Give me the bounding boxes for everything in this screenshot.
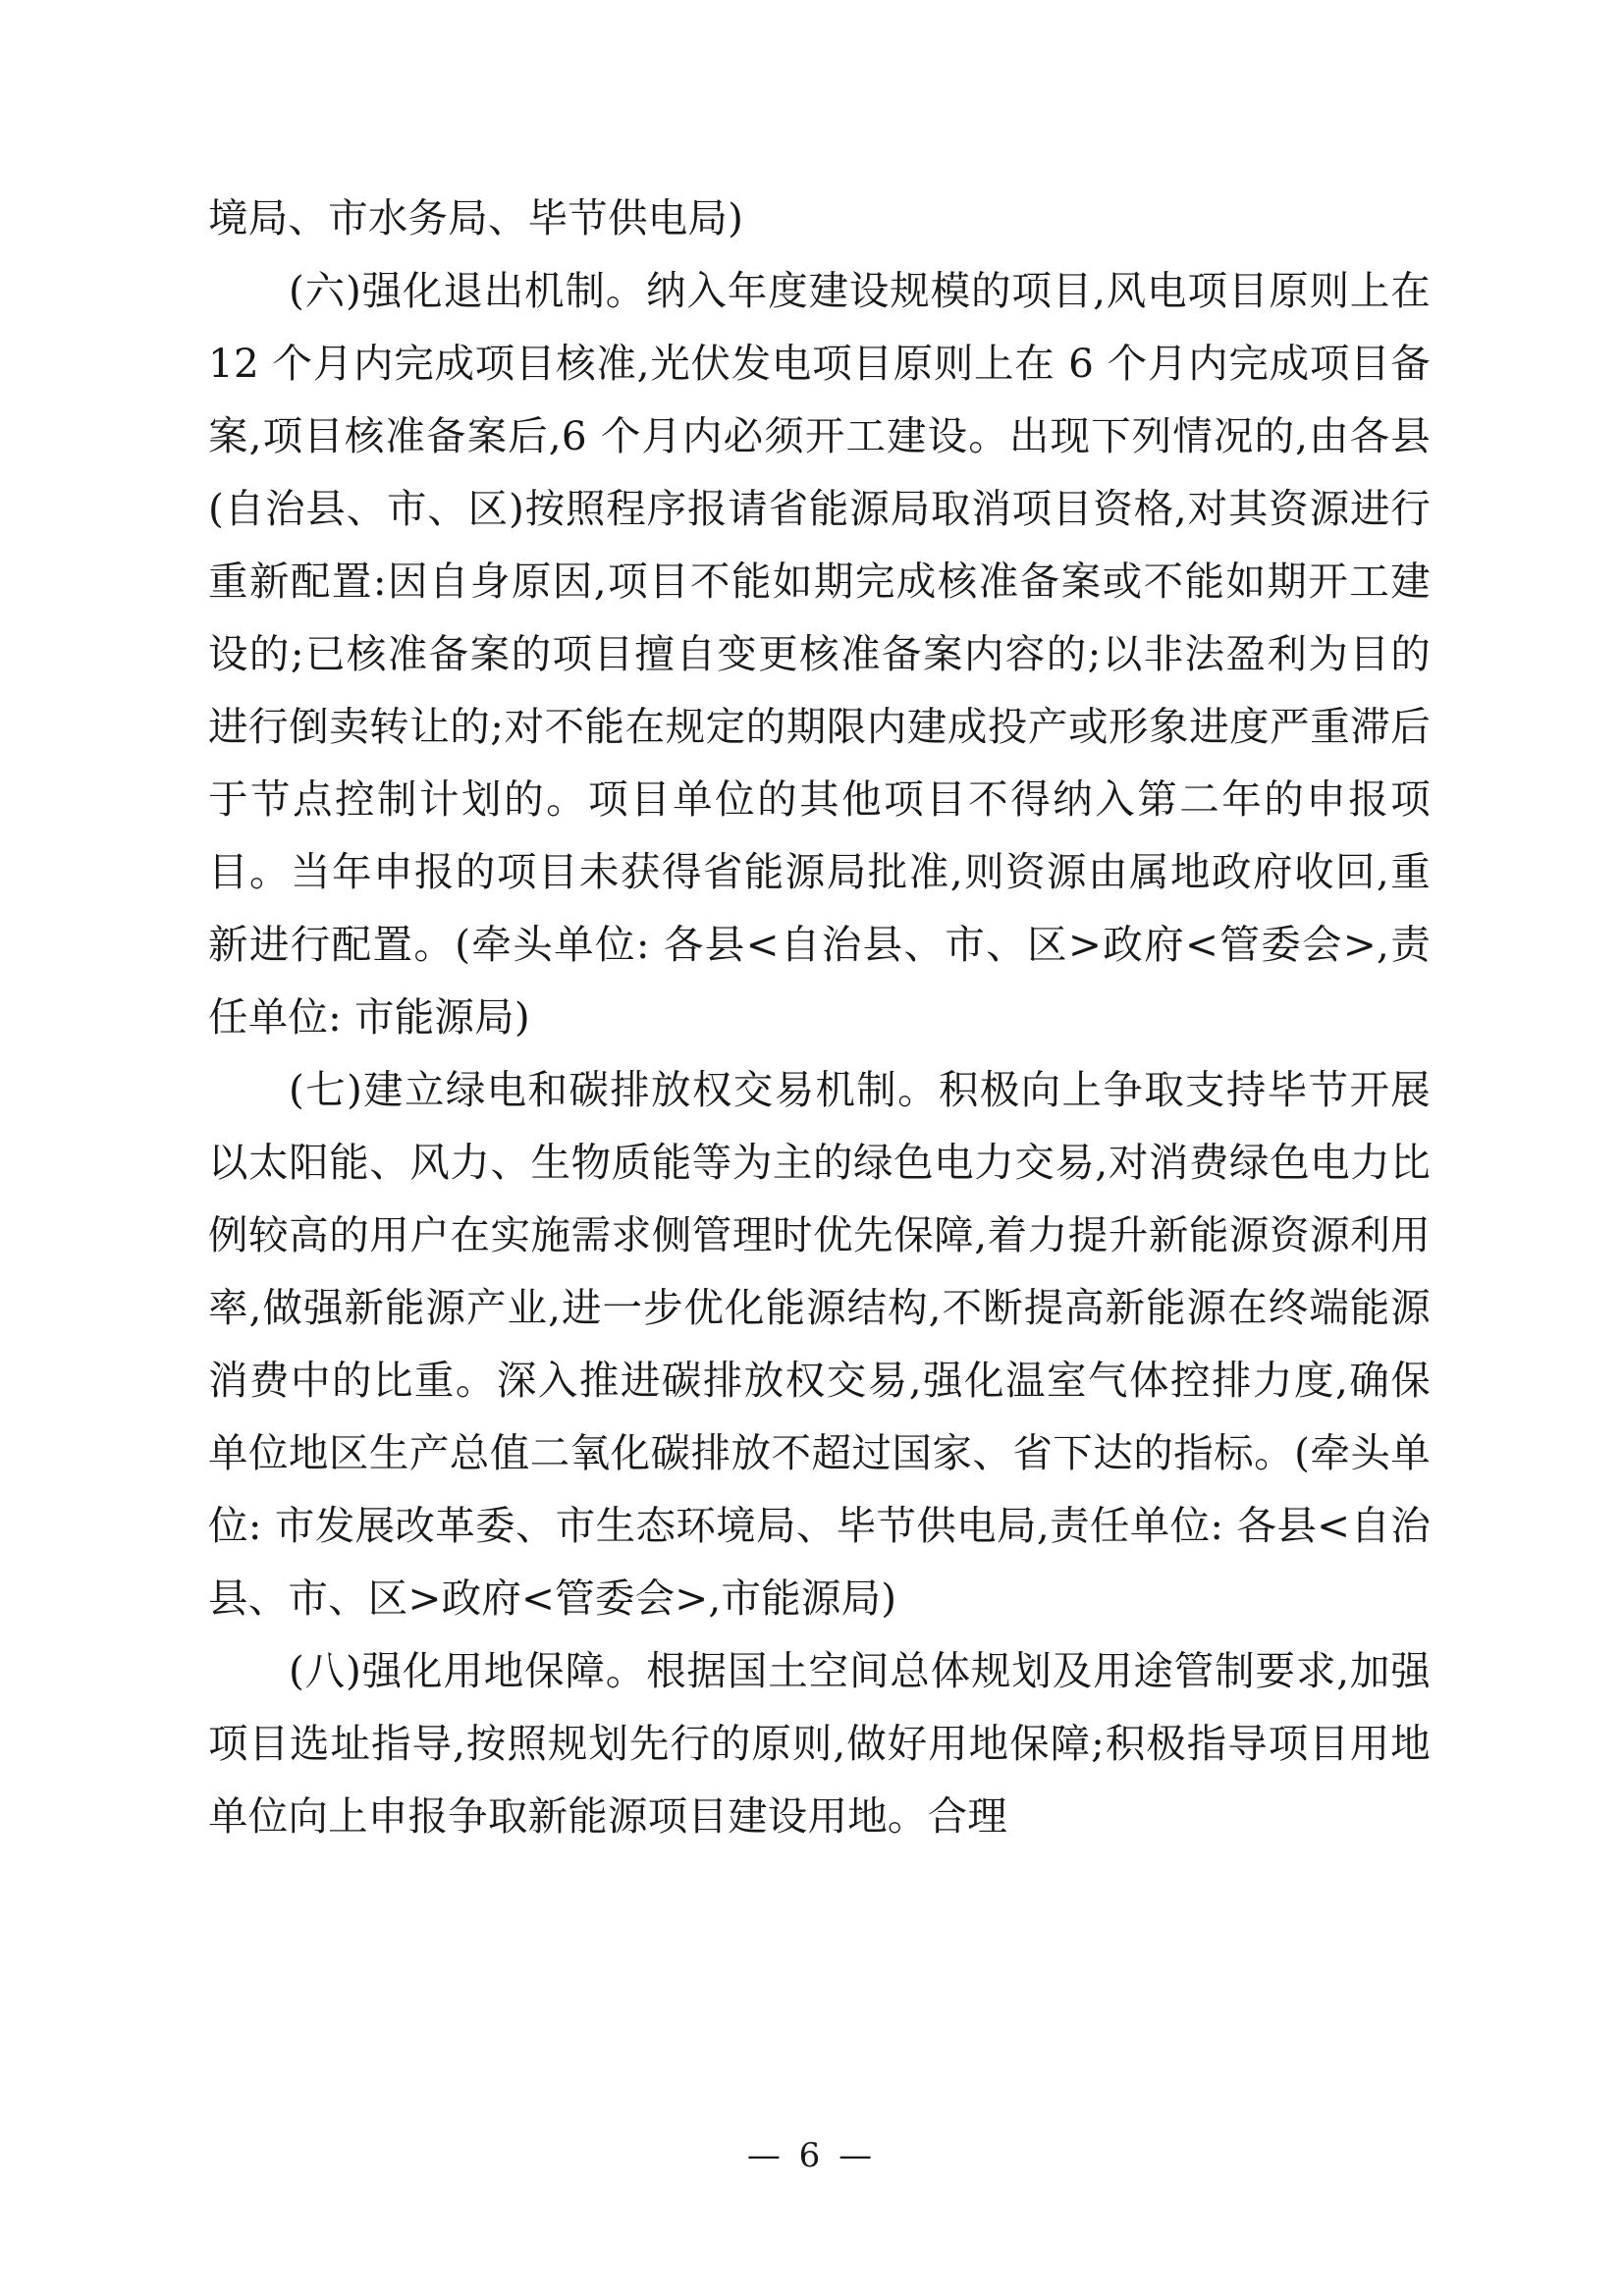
paragraph-six-exit-mechanism: (六)强化退出机制。纳入年度建设规模的项目,风电项目原则上在 12 个月内完成项目核准,光伏发电项目原则上在 6 个月内完成项目备案,项目核准备案后,6 个月内必须开工建设。出现下列情况的,由各县(自治县、市、区)按照程序报请省能源局取消项目资格,对其资源进行重新配置:因自身原因,项目不能如期完成核准备案或不能如期开工建设的;已核准备案的项目擅自变更核准备案内容的;以非法盈利为目的进行倒卖转让的;对不能在规定的期限内建成投产或形象进度严重滞后于节点控制计划的。项目单位的其他项目不得纳入第二年的申报项目。当年申报的项目未获得省能源局批准,则资源由属地政府收回,重新进行配置。(牵头单位: 各县<自治县、市、区>政府<管委会>,责任单位: 市能源局): [208, 267, 1431, 1041]
page-number: — 6 —: [746, 2136, 877, 2175]
paragraph-continued-agencies: 境局、市水务局、毕节供电局): [208, 194, 744, 241]
document-body: [208, 182, 1431, 1852]
paragraph-eight-land-guarantee: (八)强化用地保障。根据国土空间总体规划及用途管制要求,加强项目选址指导,按照规划先行的原则,做好用地保障;积极指导项目用地单位向上申报争取新能源项目建设用地。合理: [208, 1647, 1431, 1840]
paragraph-seven-green-power-trading: (七)建立绿电和碳排放权交易机制。积极向上争取支持毕节开展以太阳能、风力、生物质能等为主的绿色电力交易,对消费绿色电力比例较高的用户在实施需求侧管理时优先保障,着力提升新能源资源利用率,做强新能源产业,进一步优化能源结构,不断提高新能源在终端能源消费中的比重。深入推进碳排放权交易,强化温室气体控排力度,确保单位地区生产总值二氧化碳排放不超过国家、省下达的指标。(牵头单位: 市发展改革委、市生态环境局、毕节供电局,责任单位: 各县<自治县、市、区>政府<管委会>,市能源局): [208, 1066, 1431, 1622]
